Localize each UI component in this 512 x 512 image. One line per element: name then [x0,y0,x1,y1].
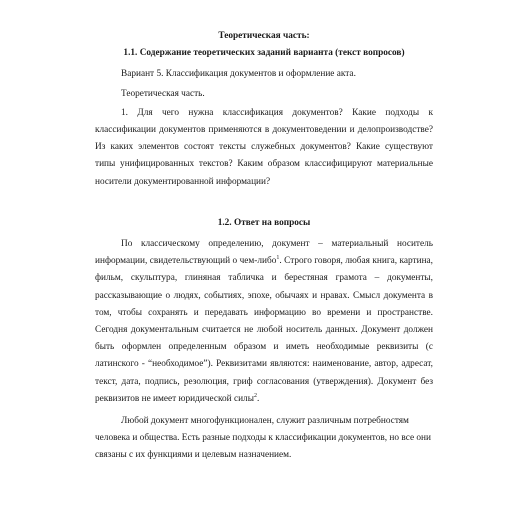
footnote-ref-1: 1 [276,255,280,262]
footnote-ref-2: 2 [253,392,257,399]
answer-paragraph-2: Любой документ многофункционален, служит различным потребностям человека и общества. Есть разные подходы к классификации документов, но все они связаны с их функциями и целевым назначением. [95,416,431,461]
heading-section-1-1: 1.1. Содержание теоретических заданий варианта (текст вопросов) [123,48,405,59]
document-body [95,28,433,465]
answer-paragraph-1 [95,236,433,408]
heading-section-1-2: 1.2. Ответ на вопросы [217,217,311,228]
answer-p1-part-b: . Строго говоря, любая книга, картина, фильм, скульптура, глиняная табличка и берестяная грамота – документы, рассказывающие о людях, событиях, эпохе, обычаях и нравах. Смысл документа в том, чтобы сохранять и передавать информацию во времени и пространстве. Сегодня документальным считается не любой носитель данных. Документ должен быть оформлен определенным образом и иметь необходимые реквизиты (с латинского - “необходимое”). Реквизитами являются: наименование, автор, адресат, текст, дата, подпись, резолюция, гриф согласования (утверждения). Документ без реквизитов не имеет юридической силы [95,256,433,404]
question-1: 1. Для чего нужна классификация документов? Какие подходы к классификации документов применяются в документоведении и делопроизводстве? Из каких элементов состоят тексты служебных документов? Какие существуют типы унифицированных текстов? Каким образом классифицируют материальные носители документированной информации? [95,107,433,187]
section-gap [95,191,433,215]
answer-p1-end: . [256,393,260,404]
variant-line: Вариант 5. Классификация документов и оформление акта. [121,69,356,80]
theory-label: Теоретическая часть. [121,88,205,99]
heading-theory: Теоретическая часть: [218,31,310,41]
answer-p1-part-a: По классическому определению, документ – материальный носитель информации, свидетельствующий о чем-либо [95,239,433,267]
